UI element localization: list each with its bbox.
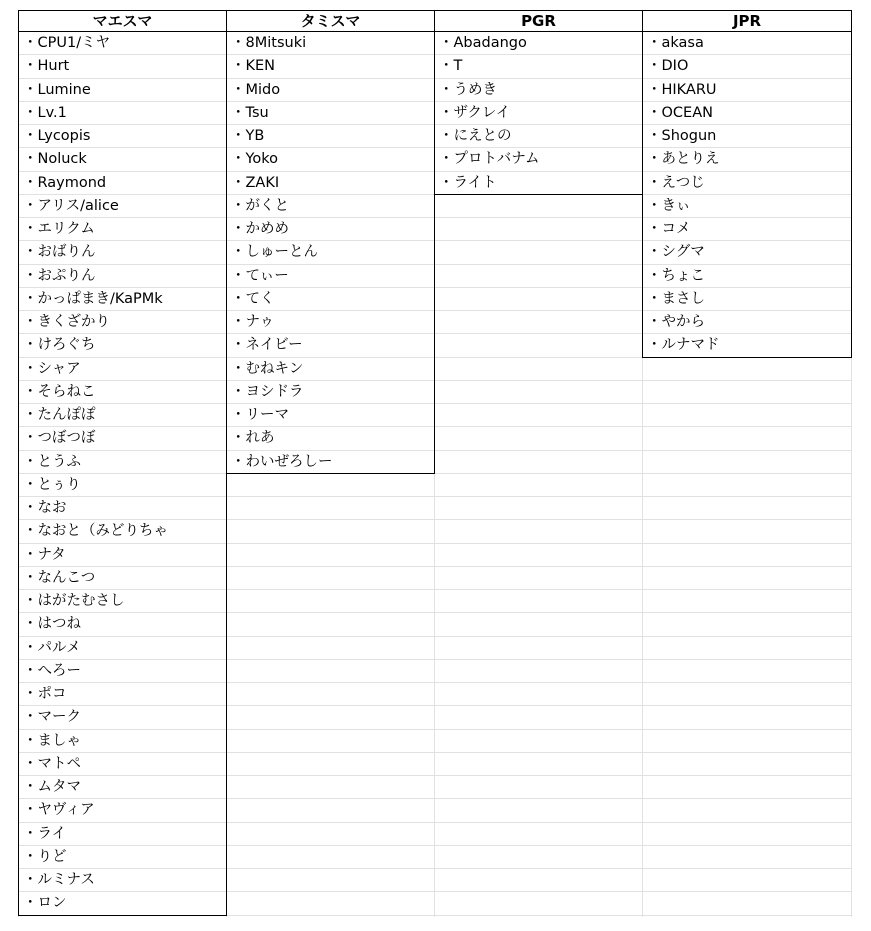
cell-entry[interactable]: ・はがたむさし [23,593,125,609]
cell-entry[interactable]: ・とぅり [23,476,81,493]
cell-entry[interactable]: ・まさし [647,290,705,307]
cell-entry[interactable]: ・へろー [23,662,81,679]
cell-entry[interactable]: ・akasa [647,35,704,51]
cell-entry[interactable]: ・なおと（みどりちゃ [23,523,168,540]
cell-entry[interactable]: ・がくと [231,197,289,214]
cell-entry[interactable]: ・おぷりん [23,267,96,284]
cell-entry[interactable]: ・あとりえ [647,151,720,168]
cell-entry[interactable]: ・Lv.1 [23,104,67,121]
cell-entry[interactable]: ・Raymond [23,174,107,191]
cell-entry[interactable]: ・きくざかり [23,314,110,330]
cell-entry[interactable]: ・Abadango [439,35,527,51]
cell-entry[interactable]: ・YB [231,128,265,144]
cell-entry[interactable]: ・かっぱまき/KaPMk [23,290,163,307]
cell-entry[interactable]: ・リーマ [231,407,289,423]
cell-entry[interactable]: ・Mido [231,81,281,98]
cell-entry[interactable]: ・えつじ [647,174,705,191]
cell-entry[interactable]: ・ムタマ [23,779,81,795]
cell-entry[interactable]: ・きぃ [647,197,691,214]
cell-entry[interactable]: ・プロトバナム [439,151,540,168]
cell-entry[interactable]: ・ネイビー [231,337,303,354]
cell-entry[interactable]: ・マトペ [23,755,81,772]
cell-entry[interactable]: ・OCEAN [647,104,713,121]
cell-entry[interactable]: ・8Mitsuki [231,35,307,51]
cell-entry[interactable]: ・やから [647,314,705,330]
cell-entry[interactable]: ・HIKARU [647,81,717,98]
cell-entry[interactable]: ・わいぜろしー [231,453,333,470]
cell-entry[interactable]: ・むねキン [231,360,304,377]
cell-entry[interactable]: ・つぼつぼ [23,430,96,447]
cell-entry[interactable]: ・とうふ [23,453,81,470]
cell-entry[interactable]: ・ライト [439,174,497,191]
cell-entry[interactable]: ・にえとの [439,128,512,144]
cell-entry[interactable]: ・たんぽぽ [23,407,96,423]
cell-entry[interactable]: ・ヤヴィア [23,802,95,819]
cell-entry[interactable]: ・ナゥ [231,314,275,330]
cell-entry[interactable]: ・ZAKI [231,174,280,191]
cell-entry[interactable]: ・シャア [23,360,81,377]
column-tamisuma [226,10,435,474]
column-header-jpr[interactable]: JPR [643,11,851,32]
column-maesuma [18,10,227,916]
spreadsheet [18,10,852,917]
cell-entry[interactable]: ・Noluck [23,151,87,168]
cell-entry[interactable]: ・Hurt [23,58,70,75]
cell-entry[interactable]: ・Lumine [23,81,91,98]
cell-entry[interactable]: ・てく [231,290,275,307]
cell-entry[interactable]: ・りど [23,848,67,865]
cell-entry[interactable]: ・なんこつ [23,569,96,586]
column-jpr [642,10,852,358]
cell-entry[interactable]: ・けろぐち [23,337,96,354]
cell-entry[interactable]: ・おばりん [23,244,96,261]
column-pgr [434,10,643,195]
cell-entry[interactable]: ・しゅーとん [231,244,318,261]
cell-entry[interactable]: ・ルミナス [23,872,95,888]
cell-entry[interactable]: ・かめめ [231,221,289,237]
cell-entry[interactable]: ・れあ [231,430,275,447]
cell-entry[interactable]: ・ルナマド [647,337,720,354]
cell-entry[interactable]: ・マーク [23,709,81,726]
cell-entry[interactable]: ・ライ [23,825,67,842]
cell-entry[interactable]: ・コメ [647,221,691,237]
cell-entry[interactable]: ・KEN [231,58,276,75]
cell-entry[interactable]: ・DIO [647,58,689,75]
cell-entry[interactable]: ・Shogun [647,128,717,144]
cell-entry[interactable]: ・Lycopis [23,128,91,144]
cell-entry[interactable]: ・アリス/alice [23,197,119,214]
cell-entry[interactable]: ・T [439,58,463,75]
cell-entry[interactable]: ・そらねこ [23,383,96,400]
cell-entry[interactable]: ・うめき [439,81,497,98]
cell-entry[interactable]: ・Yoko [231,151,279,168]
column-header-tamisuma[interactable]: タミスマ [227,11,434,32]
cell-entry[interactable]: ・CPU1/ミヤ [23,35,111,51]
cell-entry[interactable]: ・エリクム [23,221,95,237]
cell-entry[interactable]: ・ちょこ [647,267,705,284]
cell-entry[interactable]: ・てぃー [231,267,289,284]
column-header-maesuma[interactable]: マエスマ [19,11,226,32]
cell-entry[interactable]: ・Tsu [231,104,269,121]
cell-entry[interactable]: ・ロン [23,895,67,912]
cell-entry[interactable]: ・ヨシドラ [231,383,304,400]
cell-entry[interactable]: ・なお [23,500,67,516]
cell-entry[interactable]: ・パルメ [23,639,81,656]
cell-entry[interactable]: ・ザクレイ [439,104,511,121]
cell-entry[interactable]: ・ナタ [23,546,66,563]
cell-entry[interactable]: ・シグマ [647,244,705,261]
cell-entry[interactable]: ・ポコ [23,686,67,702]
cell-entry[interactable]: ・ましゃ [23,732,81,749]
column-header-pgr[interactable]: PGR [435,11,642,32]
cell-entry[interactable]: ・はつね [23,616,81,633]
